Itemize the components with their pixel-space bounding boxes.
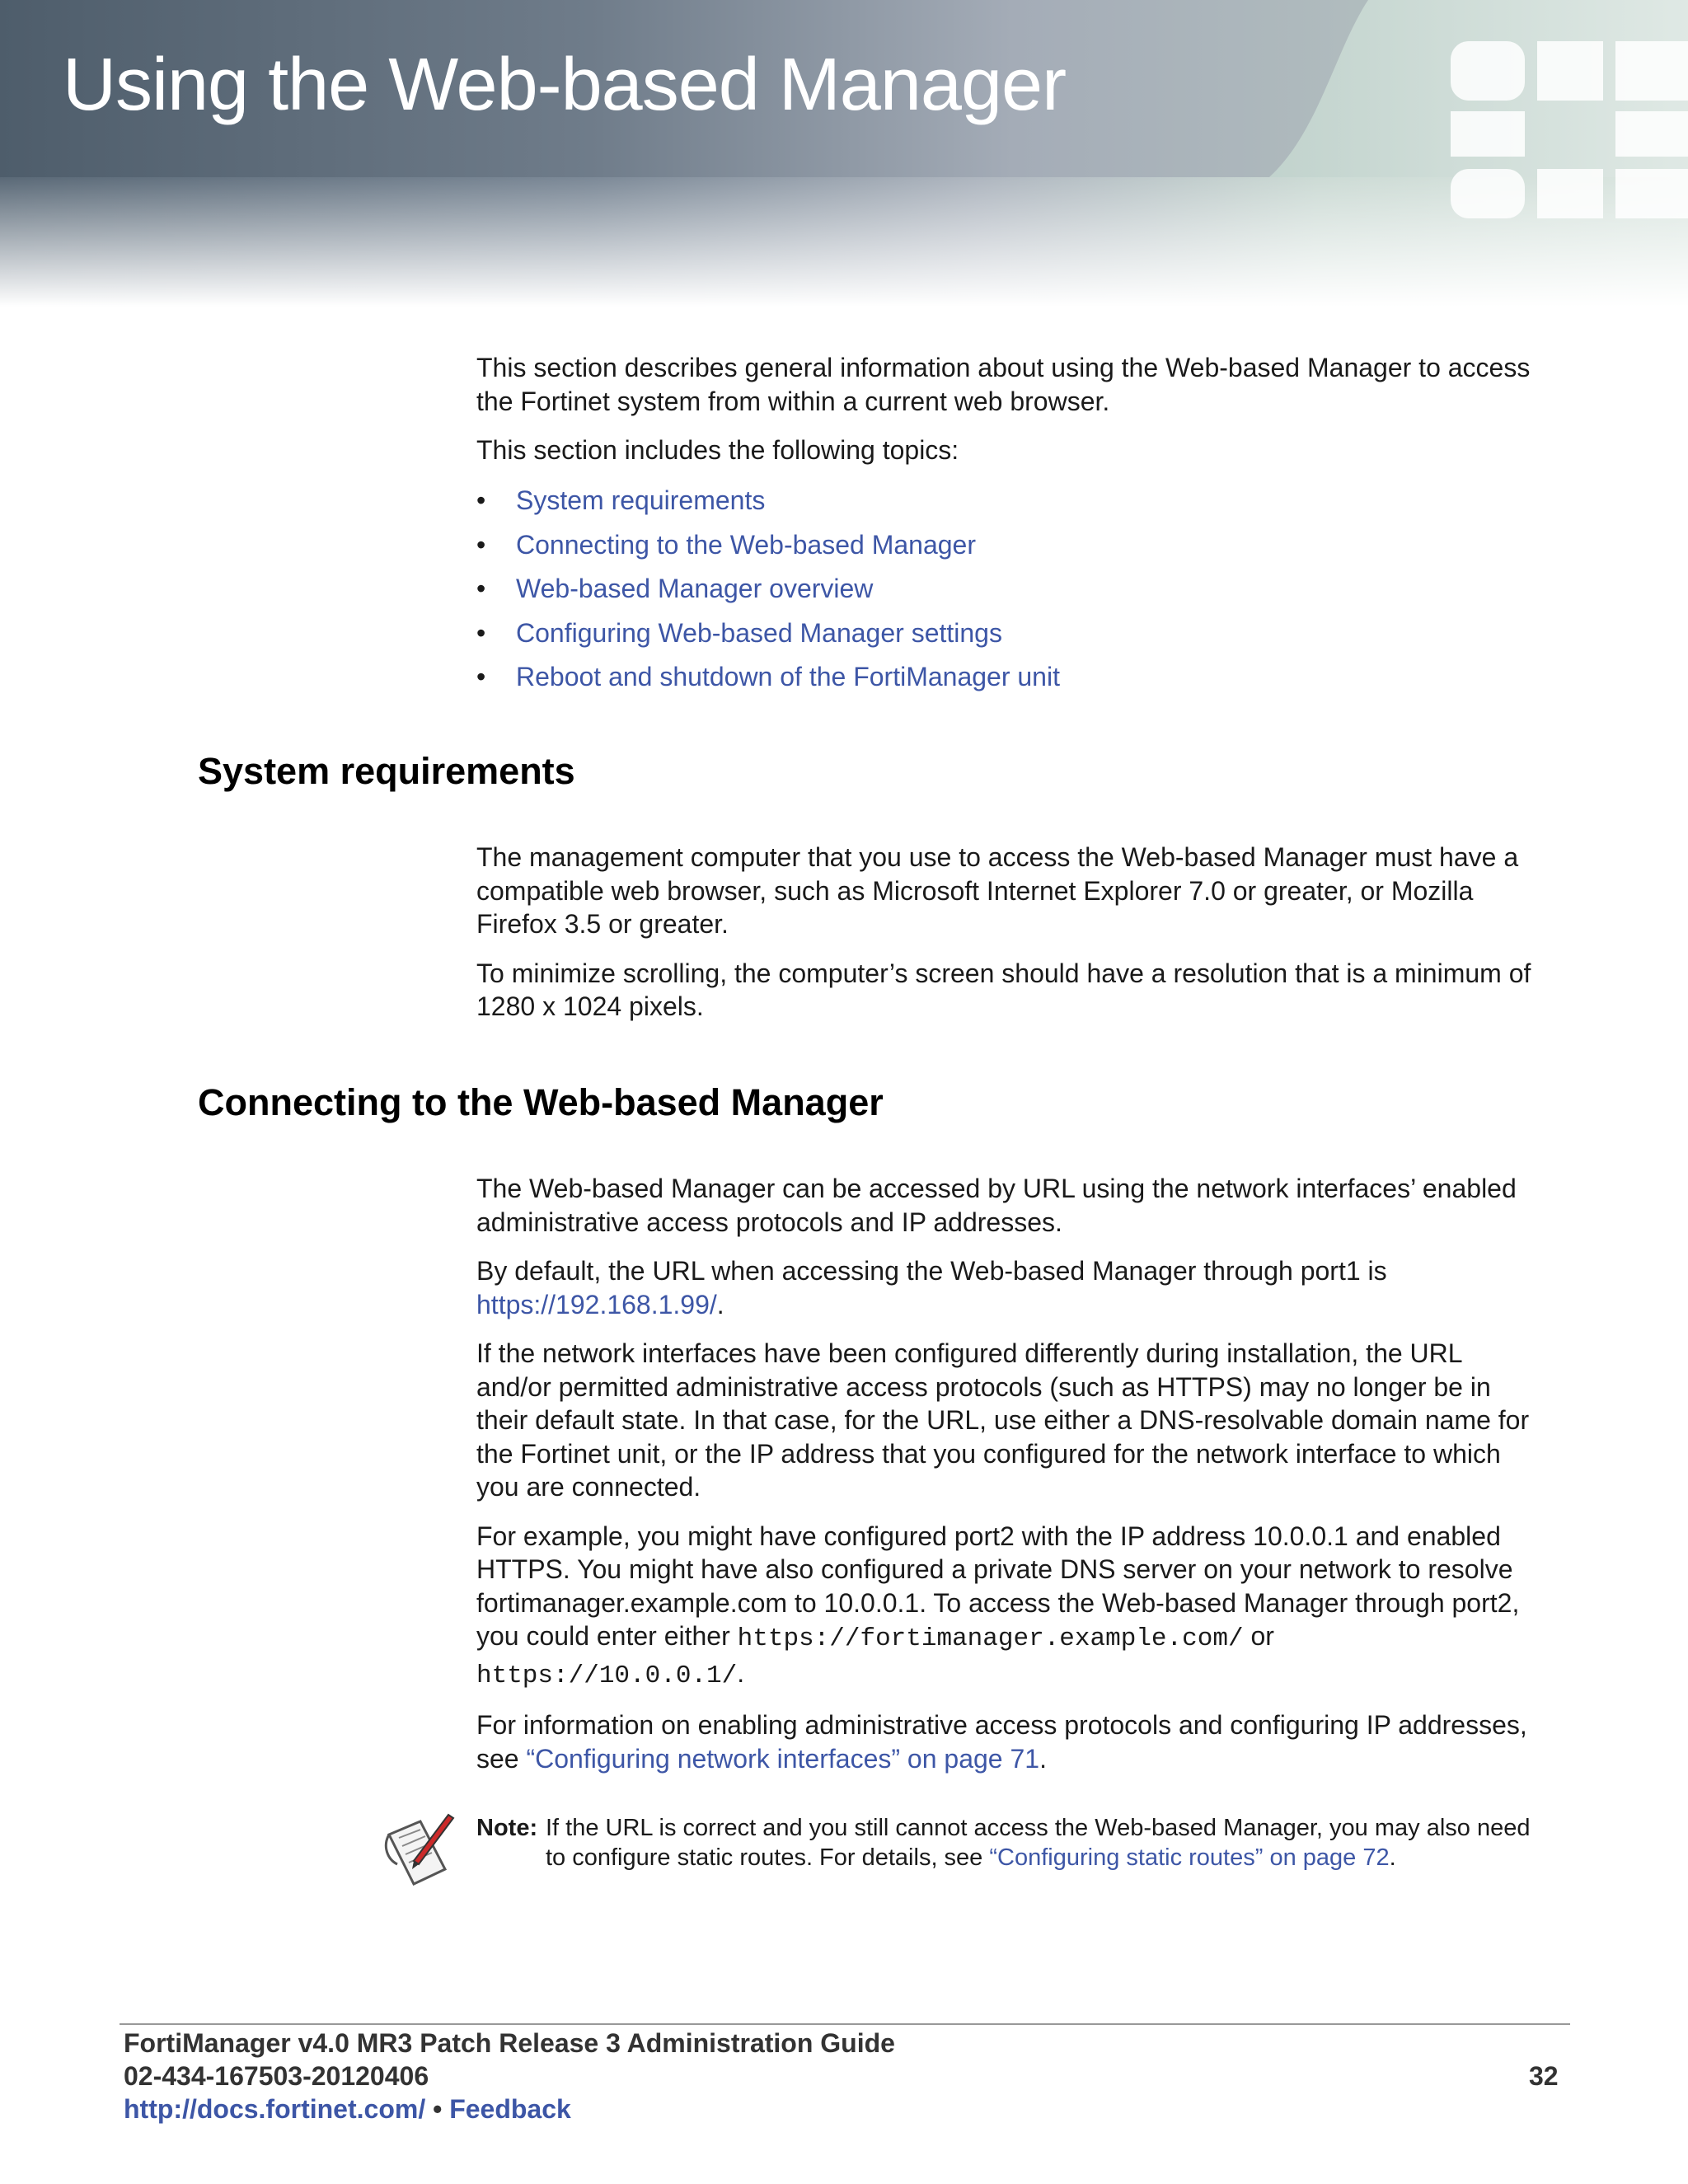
default-url-link[interactable]: https://192.168.1.99/ — [476, 1289, 717, 1319]
sysreq-paragraph: The management computer that you use to access the Web-based Manager must have a compatible web browser, such as Microsoft Internet Explorer 7.0 or greater, or Mozilla Firefox 3.5 or greater. — [476, 842, 1519, 939]
connecting-heading: Connecting to the Web-based Manager — [198, 1081, 884, 1123]
period: . — [1389, 1844, 1396, 1871]
bullet-icon: • — [476, 574, 486, 603]
note-text: If the URL is correct and you still cannot access the Web-based Manager, you may also need to configure static routes. For details, see — [546, 1815, 1531, 1871]
info-text: For information on enabling administrative access protocols and configuring IP addresses, see — [476, 1710, 1527, 1774]
system-requirements-heading: System requirements — [198, 750, 575, 792]
list-item[interactable] — [476, 524, 1060, 569]
connecting-section — [476, 1172, 1540, 1775]
connecting-paragraph — [476, 1254, 1540, 1321]
connecting-paragraph — [476, 1520, 1540, 1694]
connecting-paragraph — [476, 1708, 1540, 1775]
bullet-icon: • — [476, 662, 486, 691]
example-ip-code: https://10.0.0.1/ — [476, 1661, 738, 1690]
intro-paragraph: This section describes general information about using the Web-based Manager to access the Fortinet system from within a current web browser. — [476, 353, 1531, 416]
topic-link[interactable]: Web-based Manager overview — [516, 574, 874, 603]
fortinet-logo-icon — [1269, 0, 1688, 307]
note-callout — [476, 1813, 1548, 1871]
feedback-link[interactable]: Feedback — [449, 2094, 571, 2124]
bullet-icon: • — [476, 617, 486, 648]
default-url-text: By default, the URL when accessing the Web-based Manager through port1 is — [476, 1256, 1387, 1286]
or-text: or — [1250, 1621, 1274, 1651]
footer-divider — [120, 2023, 1570, 2025]
topics-lead: This section includes the following topics: — [476, 435, 959, 465]
note-body — [546, 1813, 1543, 1872]
footer-separator: • — [433, 2094, 443, 2124]
topic-link[interactable]: Reboot and shutdown of the FortiManager unit — [516, 662, 1060, 691]
list-item[interactable] — [476, 612, 1060, 657]
page-title: Using the Web-based Manager — [63, 44, 1067, 126]
topic-link[interactable]: System requirements — [516, 485, 766, 515]
static-routes-link[interactable]: “Configuring static routes” on page 72 — [989, 1844, 1390, 1871]
topics-list — [476, 480, 1060, 701]
note-pencil-icon — [381, 1810, 455, 1889]
list-item[interactable] — [476, 656, 1060, 701]
list-item[interactable] — [476, 568, 1060, 612]
connecting-paragraph: The Web-based Manager can be accessed by URL using the network interfaces’ enabled administrative access protocols and IP addresses. — [476, 1174, 1517, 1237]
bullet-icon: • — [476, 529, 486, 560]
intro-section — [476, 351, 1540, 467]
page-header — [0, 0, 1688, 307]
period: . — [716, 1289, 724, 1319]
docs-url-link[interactable]: http://docs.fortinet.com/ — [124, 2094, 426, 2124]
example-text: For example, you might have configured port2 with the IP address 10.0.0.1 and enabled HTTPS. You might have also configured a private DNS server on your network to resolve fortimanager.example.com to 10.0.0.1. To access the Web-based Manager through port2, you could enter either — [476, 1521, 1520, 1651]
period: . — [737, 1657, 745, 1688]
topic-link[interactable]: Connecting to the Web-based Manager — [516, 529, 976, 560]
system-requirements-section — [476, 841, 1540, 1024]
connecting-paragraph: If the network interfaces have been configured differently during installation, the URL and/or permitted administrative access protocols (such as HTTPS) may no longer be in their default state. In that case, for the URL, use either a DNS-resolvable domain name for the Fortinet unit, or the IP address that you configured for the network interface to which you are connected. — [476, 1338, 1530, 1502]
footer-doc-id: 02-434-167503-20120406 — [124, 2061, 429, 2091]
page-footer — [124, 2027, 895, 2125]
network-interfaces-link[interactable]: “Configuring network interfaces” on page 71 — [526, 1743, 1040, 1774]
example-url-code: https://fortimanager.example.com/ — [737, 1624, 1244, 1653]
list-item[interactable] — [476, 480, 1060, 524]
page-number: 32 — [1529, 2061, 1559, 2091]
topic-link[interactable]: Configuring Web-based Manager settings — [516, 617, 1002, 648]
sysreq-paragraph: To minimize scrolling, the computer’s screen should have a resolution that is a minimum of 1280 x 1024 pixels. — [476, 958, 1531, 1021]
note-label: Note: — [476, 1815, 538, 1841]
bullet-icon: • — [476, 485, 486, 515]
period: . — [1039, 1743, 1047, 1774]
footer-guide-title: FortiManager v4.0 MR3 Patch Release 3 Administration Guide — [124, 2028, 895, 2058]
footer-links — [124, 2093, 895, 2125]
